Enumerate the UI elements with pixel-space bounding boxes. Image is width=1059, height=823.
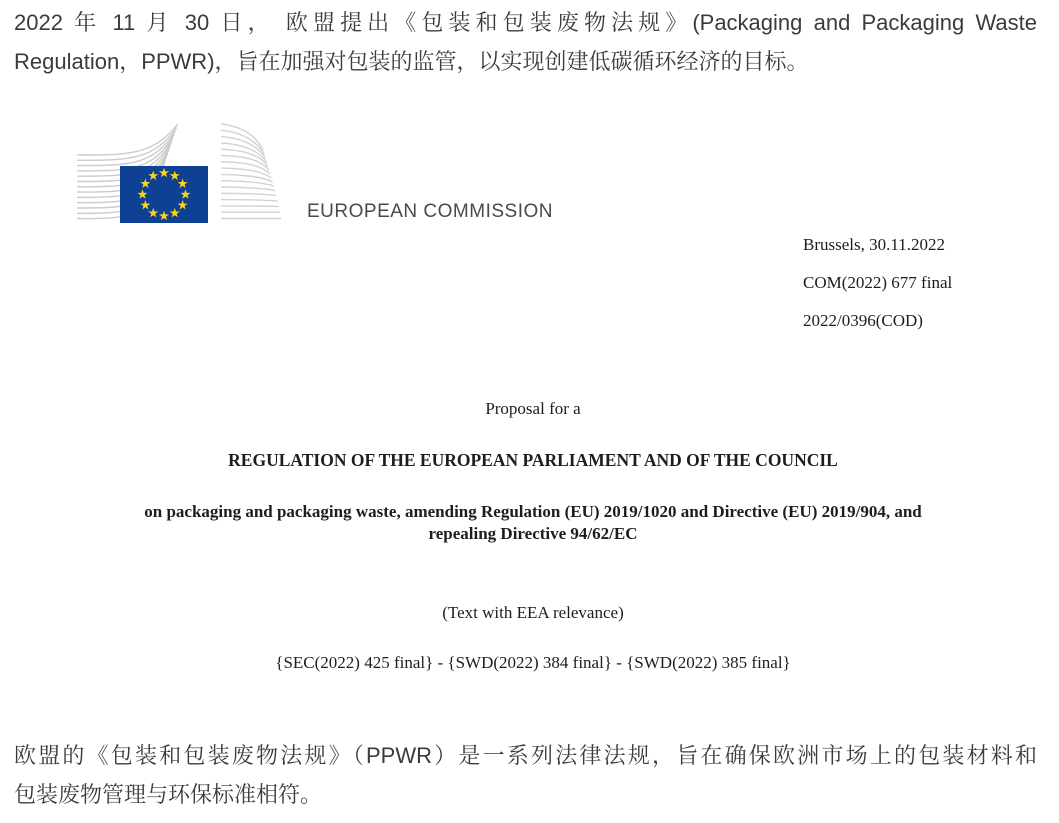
logo-right-lines-decoration [221,124,281,219]
european-commission-logo [75,118,290,240]
doc-header-block [803,236,952,350]
eu-flag-icon [120,166,208,223]
text-line: 2022 年 11 月 30 日， 欧盟提出《包装和包装废物法规》(Packaging and Packaging Waste [14,10,1037,35]
intro-paragraph [14,3,1037,81]
doc-subtitle-line: on packaging and packaging waste, amending Regulation (EU) 2019/1020 and Directive (EU) 2019/904, and [144,502,922,521]
doc-com-number: COM(2022) 677 final [803,273,953,292]
doc-eea-note: (Text with EEA relevance) [442,603,624,622]
doc-place-date: Brussels, 30.11.2022 [803,235,945,254]
doc-subtitle-line: repealing Directive 94/62/EC [428,524,638,543]
doc-proposal-intro: Proposal for a [485,399,581,418]
doc-subtitle [7,501,1059,545]
text-line: Regulation，PPWR)，旨在加强对包装的监管，以实现创建低碳循环经济的目标。 [14,49,809,74]
ec-wordmark: EUROPEAN COMMISSION [307,201,553,222]
closing-paragraph [14,736,1037,814]
doc-procedure-number: 2022/0396(COD) [803,311,923,330]
text-line: 包装废物管理与环保标准相符。 [14,782,323,807]
doc-title: REGULATION OF THE EUROPEAN PARLIAMENT AND OF THE COUNCIL [228,450,838,470]
text-line: 欧盟的《包装和包装废物法规》（PPWR）是一系列法律法规，旨在确保欧洲市场上的包装材料和 [14,743,1037,768]
doc-related-docs: {SEC(2022) 425 final} - {SWD(2022) 384 final} - {SWD(2022) 385 final} [275,653,791,672]
